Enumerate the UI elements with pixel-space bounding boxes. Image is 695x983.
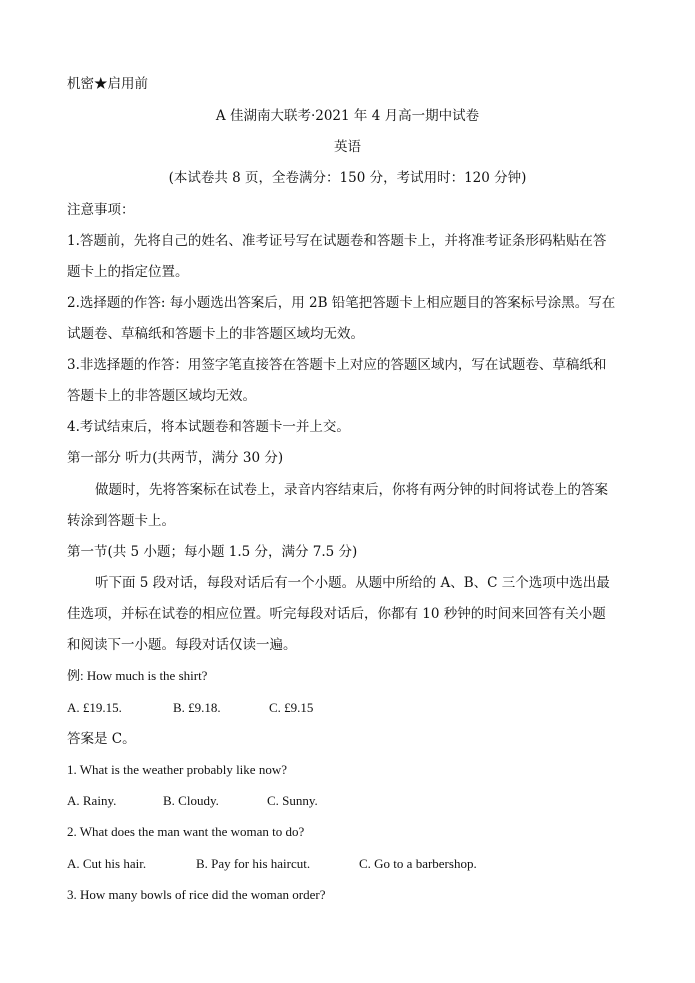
notice-item-2-line-2: 试题卷、草稿纸和答题卡上的非答题区域均无效。 xyxy=(67,326,364,342)
exam-info: (本试卷共 8 页，全卷满分：150 分，考试用时：120 分钟) xyxy=(168,170,527,186)
example-question: 例: How much is the shirt? xyxy=(67,668,208,683)
section1-intro-line-1: 听下面 5 段对话，每段对话后有一个小题。从题中所给的 A、B、C 三个选项中选出最 xyxy=(95,575,610,591)
section1-intro-line-3: 和阅读下一小题。每段对话仅读一遍。 xyxy=(67,637,297,653)
example-option-c: C. £9.15 xyxy=(269,700,314,715)
example-option-a: A. £19.15. xyxy=(67,700,122,715)
confidential-mark: 机密★启用前 xyxy=(67,76,148,92)
notice-item-4: 4.考试结束后，将本试题卷和答题卡一并上交。 xyxy=(67,419,350,435)
notice-item-1-line-2: 题卡上的指定位置。 xyxy=(67,264,189,280)
question-1-option-c: C. Sunny. xyxy=(267,793,318,808)
notice-item-1-line-1: 1.答题前，先将自己的姓名、准考证号写在试题卷和答题卡上，并将准考证条形码粘贴在答 xyxy=(67,233,607,249)
exam-title: A 佳湖南大联考·2021 年 4 月高一期中试卷 xyxy=(215,108,480,124)
part1-intro-line-1: 做题时，先将答案标在试卷上，录音内容结束后，你将有两分钟的时间将试卷上的答案 xyxy=(95,482,608,498)
notice-heading: 注意事项： xyxy=(67,202,135,218)
part1-heading: 第一部分 听力(共两节，满分 30 分) xyxy=(67,450,284,466)
question-2-option-b: B. Pay for his haircut. xyxy=(196,856,311,871)
section1-intro-line-2: 佳选项，并标在试卷的相应位置。听完每段对话后，你都有 10 秒钟的时间来回答有关小题 xyxy=(67,606,606,622)
notice-item-2-line-1: 2.选择题的作答: 每小题选出答案后，用 2B 铅笔把答题卡上相应题目的答案标号涂黑。写在 xyxy=(67,295,616,311)
question-2-option-a: A. Cut his hair. xyxy=(67,856,147,871)
question-3: 3. How many bowls of rice did the woman order? xyxy=(67,887,326,902)
notice-item-3-line-2: 答题卡上的非答题区域均无效。 xyxy=(67,388,256,404)
subject-title: 英语 xyxy=(334,139,361,155)
notice-item-3-line-1: 3.非选择题的作答：用签字笔直接答在答题卡上对应的答题区域内，写在试题卷、草稿纸和 xyxy=(67,357,607,373)
example-answer: 答案是 C。 xyxy=(67,731,136,747)
question-2-option-c: C. Go to a barbershop. xyxy=(359,856,477,871)
question-1-option-b: B. Cloudy. xyxy=(163,793,219,808)
question-1-option-a: A. Rainy. xyxy=(67,793,117,808)
example-option-b: B. £9.18. xyxy=(173,700,221,715)
question-1: 1. What is the weather probably like now? xyxy=(67,762,287,777)
question-2: 2. What does the man want the woman to do? xyxy=(67,824,305,839)
section1-heading: 第一节(共 5 小题；每小题 1.5 分，满分 7.5 分) xyxy=(67,544,358,560)
part1-intro-line-2: 转涂到答题卡上。 xyxy=(67,513,175,529)
